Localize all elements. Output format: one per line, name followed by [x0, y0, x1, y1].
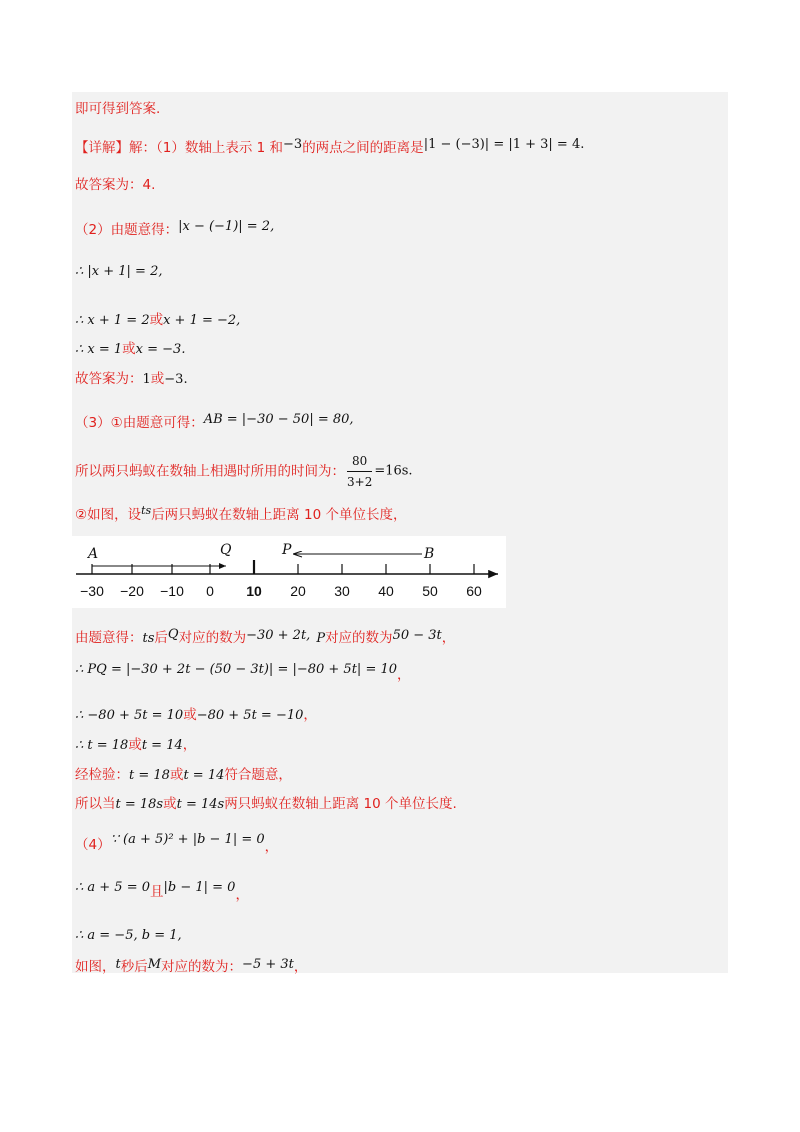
part4-m-text-b: 秒后 [120, 959, 148, 975]
ts-symbol: ts [141, 504, 152, 517]
conclusion-tail: 两只蚂蚁在数轴上距离 10 个单位长度. [224, 796, 457, 812]
part4-step1-b: |b − 1| = 0 [163, 880, 236, 895]
part1-text: （1）数轴上表示 1 和 [156, 140, 284, 156]
comma: ， [182, 737, 197, 753]
line-part2-step2 [75, 311, 240, 330]
point-p-label: P [282, 542, 292, 558]
comma: ， [397, 667, 411, 683]
or-word: 或 [183, 707, 197, 723]
comma: ， [303, 707, 317, 723]
comma: ， [441, 630, 456, 646]
answer2-b: −3. [164, 372, 188, 387]
tick-label: 60 [466, 583, 482, 599]
part3-time-result: =16s. [374, 463, 413, 479]
q-expression: −30 + 2t, [246, 628, 311, 643]
p-symbol: P [316, 631, 326, 646]
comma: ， [235, 887, 249, 903]
or-word: 或 [169, 767, 184, 783]
part2-step2-b: x + 1 = −2, [163, 313, 241, 328]
or-word: 或 [128, 737, 142, 753]
comma: ， [264, 839, 279, 855]
line-conclusion [75, 795, 457, 814]
line-part2 [75, 218, 274, 239]
line-part3-eq [75, 626, 455, 648]
part4-m-text-c: 对应的数为： [161, 959, 243, 975]
fraction-denominator: 3+2 [347, 475, 373, 489]
line-part4-step1 [75, 878, 249, 904]
point-q-label: Q [220, 542, 232, 558]
tick-label: −20 [120, 583, 144, 599]
part3-formula: AB = |−30 − 50| = 80, [203, 412, 354, 427]
part2-step3-a: ∴ x = 1 [75, 342, 123, 357]
part1-tail: 的两点之间的距离是 [302, 140, 424, 156]
part2-step2-a: ∴ x + 1 = 2 [75, 313, 150, 328]
line-answer2 [75, 370, 188, 389]
part3-time-text: 所以两只蚂蚁在数轴上相遇时所用的时间为： [75, 463, 345, 480]
part4-step2-formula: ∴ a = −5, b = 1, [75, 928, 182, 943]
part3-2-text-a: ②如图，设 [75, 507, 142, 523]
line-pq-step2 [75, 736, 196, 755]
answer1-value: 4. [142, 177, 156, 193]
tick-labels [80, 583, 482, 599]
tick-marks [92, 560, 474, 574]
part3-eq-text-a: 由题意得： [75, 630, 143, 646]
pq-step1-b: −80 + 5t = −10 [196, 708, 304, 723]
tick-label: −10 [160, 583, 184, 599]
ts-symbol: ts [142, 631, 155, 646]
line-part2-step1 [75, 262, 162, 281]
line-part2-step3 [75, 340, 185, 359]
part3-eq-text-c: 对应的数为 [178, 630, 247, 646]
line-part4 [75, 830, 278, 856]
tick-label: 40 [378, 583, 394, 599]
line-part3-time [75, 452, 413, 491]
line-part3 [75, 411, 354, 432]
part4-m-text-a: 如图， [75, 959, 116, 975]
detail-label: 【详解】解： [75, 140, 156, 156]
fraction [347, 452, 372, 491]
check-tail: 符合题意， [224, 767, 292, 783]
or-word: 或 [150, 371, 165, 387]
comma: ， [293, 959, 308, 975]
or-word: 或 [122, 341, 136, 357]
check-label: 经检验： [75, 767, 129, 783]
fraction-numerator: 80 [347, 452, 372, 472]
check-a: t = 18 [129, 768, 170, 783]
part1-formula: |1 − (−3)| = |1 + 3| = 4. [423, 137, 585, 152]
line-answer1 [75, 176, 155, 194]
part4-formula: ∵ (a + 5)² + |b − 1| = 0 [110, 832, 265, 847]
point-b-label: B [424, 546, 435, 562]
line-check [75, 766, 292, 785]
m-symbol: M [147, 957, 162, 972]
or-word: 或 [149, 312, 164, 328]
tick-label: 10 [246, 583, 262, 599]
part4-label: （4） [75, 837, 111, 853]
line-part4-step2 [75, 926, 182, 945]
part3-eq-text-d: 对应的数为 [325, 630, 393, 646]
answer2-label: 故答案为： [75, 371, 143, 387]
pq-formula: ∴ PQ = |−30 + 2t − (50 − 3t)| = |−80 + 5t| = 10 [75, 662, 398, 677]
tick-label: 50 [422, 583, 438, 599]
line-pq [75, 660, 411, 684]
p-expression: 50 − 3t [392, 628, 442, 643]
pq-step2-a: ∴ t = 18 [75, 738, 129, 753]
pq-step2-b: t = 14 [141, 738, 183, 753]
line-intro [75, 100, 160, 118]
point-a-label: A [88, 546, 99, 562]
m-expression: −5 + 3t [242, 957, 294, 972]
q-symbol: Q [167, 627, 179, 642]
part1-number: −3 [283, 137, 303, 152]
line-pq-step1 [75, 706, 317, 725]
intro-text: 即可得到答案. [75, 101, 161, 117]
t-symbol: t [115, 957, 121, 972]
part2-step1-formula: ∴ |x + 1| = 2, [75, 264, 163, 279]
line-part4-m [75, 956, 307, 976]
number-line-svg [72, 536, 506, 608]
part2-text: （2）由题意得： [75, 222, 179, 238]
conclusion-text: 所以当 [75, 796, 116, 812]
check-b: t = 14 [183, 768, 225, 783]
part2-step3-b: x = −3. [135, 342, 186, 357]
tick-label: 30 [334, 583, 350, 599]
part4-step1-a: ∴ a + 5 = 0 [75, 880, 151, 895]
part2-formula: |x − (−1)| = 2, [178, 219, 275, 234]
or-word: 或 [163, 796, 177, 812]
tick-label: −30 [80, 583, 104, 599]
number-line-figure [72, 536, 506, 608]
conclusion-a: t = 18s [115, 797, 164, 812]
line-part1 [75, 136, 584, 157]
part3-text: （3）①由题意可得： [75, 415, 204, 431]
answer1-label: 故答案为： [75, 177, 143, 193]
answer2-a: 1 [142, 372, 151, 387]
and-word: 且 [150, 884, 164, 900]
pq-step1-a: ∴ −80 + 5t = 10 [75, 708, 184, 723]
part3-2-text-b: 后两只蚂蚁在数轴上距离 10 个单位长度， [151, 507, 407, 523]
tick-label: 0 [206, 583, 214, 599]
tick-label: 20 [290, 583, 306, 599]
line-part3-2 [75, 502, 406, 524]
part3-eq-text-b: 后 [154, 630, 168, 646]
conclusion-b: t = 14s [176, 797, 225, 812]
